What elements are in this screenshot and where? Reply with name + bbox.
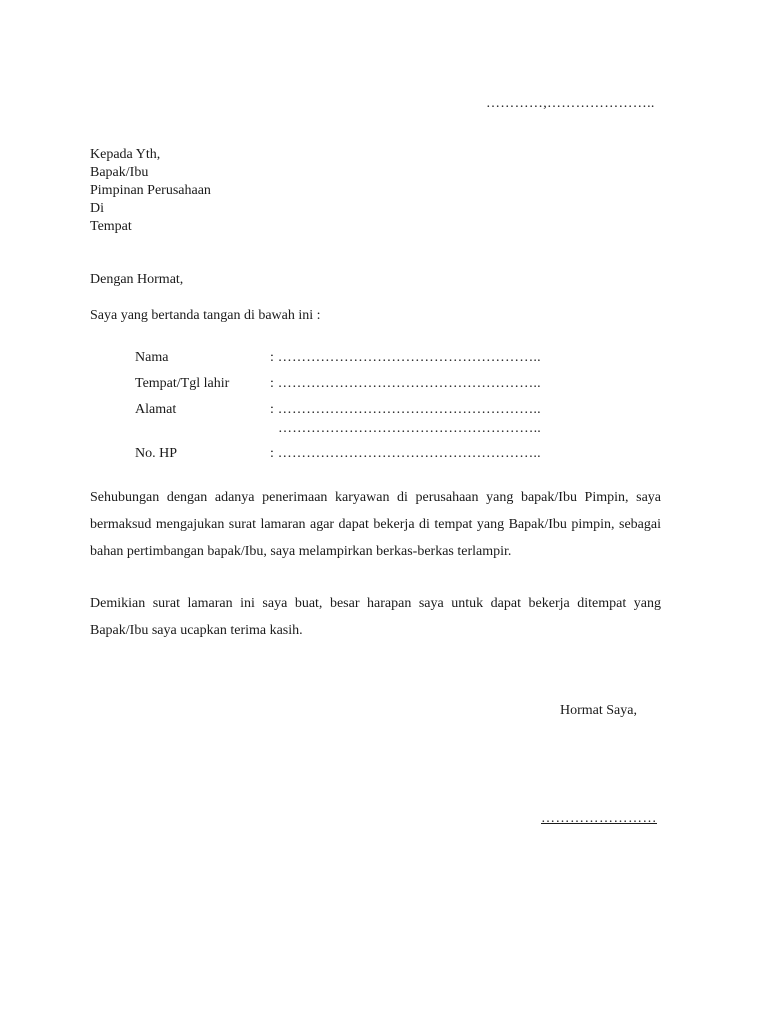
field-value-ttl: : ……………………………………………….. (270, 376, 541, 391)
field-value-alamat: : ……………………………………………….. (270, 402, 541, 417)
paragraph-2: Demikian surat lamaran ini saya buat, besar harapan saya untuk dapat bekerja ditempat yang Bapak/Ibu saya ucapkan terima kasih. (90, 596, 661, 638)
recipient-line-1: Kepada Yth, (90, 147, 161, 162)
field-label-alamat: Alamat (135, 402, 177, 417)
signature-placeholder: …………………… (541, 811, 657, 826)
field-label-ttl: Tempat/Tgl lahir (135, 376, 230, 391)
field-value-nama: : ……………………………………………….. (270, 350, 541, 365)
paragraph-1: Sehubungan dengan adanya penerimaan karyawan di perusahaan yang bapak/Ibu Pimpin, saya bermaksud mengajukan surat lamaran agar dapat bekerja di tempat yang Bapak/Ibu pimpin, sebagai bahan pertimbangan bapak/Ibu, saya melampirkan berkas-berkas terlampir. (90, 490, 661, 559)
field-value-alamat-2: ……………………………………………….. (278, 421, 541, 436)
recipient-line-4: Di (90, 201, 104, 216)
greeting: Dengan Hormat, (90, 272, 184, 287)
closing: Hormat Saya, (560, 703, 637, 718)
recipient-line-5: Tempat (90, 219, 132, 234)
field-label-hp: No. HP (135, 446, 178, 461)
field-label-nama: Nama (135, 350, 169, 365)
field-value-hp: : ……………………………………………….. (270, 446, 541, 461)
date-placeholder: …………,………………….. (486, 96, 655, 111)
recipient-line-2: Bapak/Ibu (90, 165, 149, 180)
recipient-address (90, 146, 211, 236)
recipient-line-3: Pimpinan Perusahaan (90, 183, 211, 198)
intro-text: Saya yang bertanda tangan di bawah ini : (90, 308, 321, 323)
